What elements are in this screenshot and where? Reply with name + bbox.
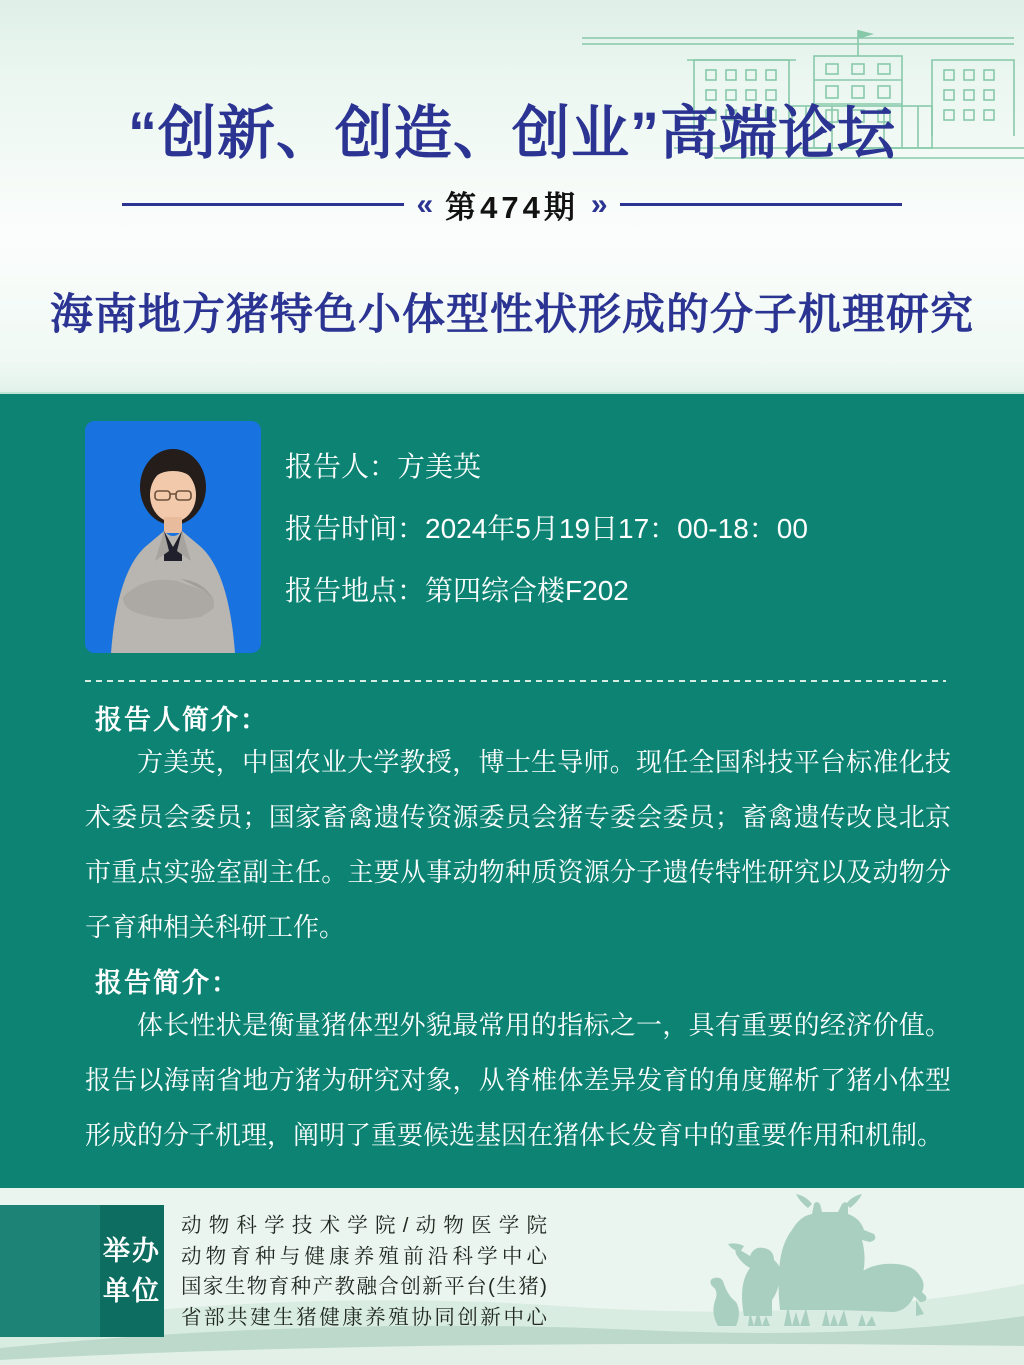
speaker-name: 方美英 [397, 451, 482, 482]
footer-section [0, 1188, 1024, 1365]
chevron-left-icon: « [416, 187, 434, 221]
host-unit-item: 动物育种与健康养殖前沿科学中心 [181, 1244, 547, 1268]
venue-line [285, 574, 808, 608]
bio-paragraph: 方美英，中国农业大学教授，博士生导师。现任全国科技平台标准化技术委员会委员；国家畜禽遗传资源委员会猪专委会委员；畜禽遗传改良北京市重点实验室副主任。主要从事动物种质资源分子遗传特性研究以及动物分子育种相关科研工作。 [85, 747, 951, 942]
venue-value: 第四综合楼F202 [425, 575, 629, 606]
host-unit-item: 省部共建生猪健康养殖协同创新中心 [181, 1305, 547, 1329]
divider-line-right [620, 203, 902, 206]
host-units-label [100, 1205, 164, 1337]
venue-label: 报告地点： [285, 575, 426, 606]
speaker-photo [85, 421, 261, 653]
livestock-silhouette-graphic [688, 1192, 936, 1334]
abstract-paragraph: 体长性状是衡量猪体型外貌最常用的指标之一，具有重要的经济价值。报告以海南省地方猪为研究对象，从脊椎体差异发育的角度解析了猪小体型形成的分子机理，阐明了重要候选基因在猪体长发育中的重要作用和机制。 [85, 1010, 951, 1150]
lecture-title: 海南地方猪特色小体型性状形成的分子机理研究 [50, 291, 974, 339]
speaker-line [285, 450, 808, 484]
host-label-line2: 单位 [103, 1276, 161, 1306]
header-section [0, 0, 1024, 392]
issue-divider-row [0, 182, 1024, 227]
issue-number: 第474期 [445, 190, 579, 225]
time-label: 报告时间： [285, 513, 426, 544]
lecture-info [285, 450, 808, 636]
chevron-right-icon: » [590, 187, 608, 221]
speaker-label: 报告人： [285, 451, 398, 482]
host-block-accent [0, 1205, 100, 1337]
dashed-separator [85, 680, 946, 682]
divider-line-left [122, 203, 404, 206]
forum-title: “创新、创造、创业”高端论坛 [127, 101, 896, 166]
main-section [0, 392, 1024, 1188]
time-value: 2024年5月19日17：00-18：00 [425, 513, 808, 544]
speaker-portrait-graphic [85, 421, 261, 653]
host-label-line1: 举办 [103, 1236, 161, 1266]
host-unit-item: 动物科学技术学院/动物医学院 [181, 1214, 547, 1237]
abstract-heading: 报告简介： [95, 968, 240, 998]
time-line [285, 512, 808, 546]
host-units-list [181, 1211, 547, 1333]
host-unit-item: 国家生物育种产教融合创新平台(生猪) [181, 1275, 547, 1298]
bio-heading: 报告人简介： [95, 705, 269, 735]
